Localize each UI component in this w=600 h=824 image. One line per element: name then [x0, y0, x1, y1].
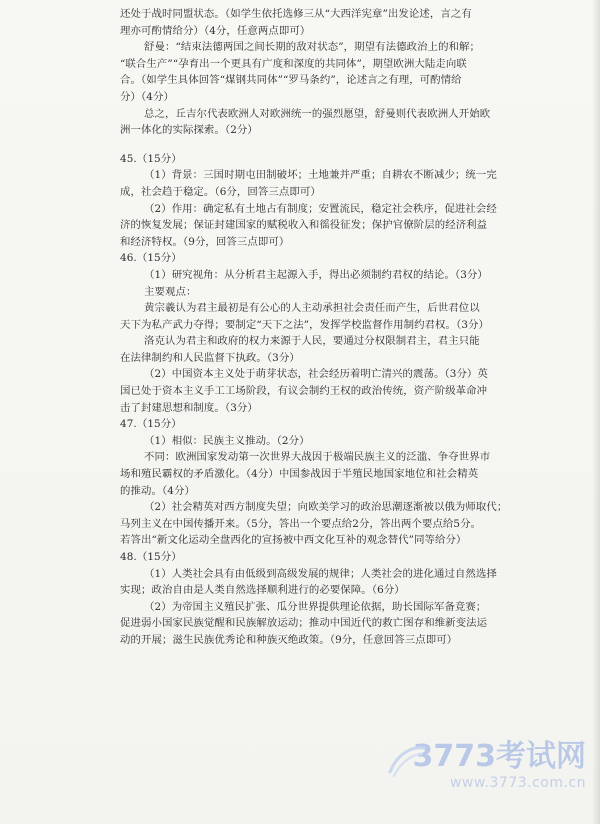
- text-line: （1）研究视角：从分析君主起源入手，得出必须制约君权的结论。（3分）: [144, 268, 488, 281]
- text-line: 不同：欧洲国家发动第一次世界大战因于极端民族主义的泛滥、争夺世界市: [144, 451, 491, 464]
- text-line: 洲一体化的实际探索。（2分）: [120, 124, 258, 137]
- text-line: 还处于战时同盟状态。（如学生依托选修三从“大西洋宪章”出发论述，言之有: [120, 8, 472, 20]
- text-line: 46.（15分）: [120, 252, 182, 265]
- text-line: 和经济特权。（9分，回答三点即可）: [120, 235, 290, 248]
- text-line: 济的恢复发展；保证封建国家的赋税收入和徭役征发；保护官僚阶层的经济利益: [120, 219, 488, 232]
- text-line: （1）相似：民族主义推动。（2分）: [144, 434, 310, 447]
- text-line: 合。（如学生具体回答“煤钢共同体”“罗马条约”，论述言之有理，可酌情给: [120, 74, 462, 87]
- answer-document: [120, 6, 560, 649]
- scan-shadow-edge: [592, 0, 600, 824]
- text-line: （1）背景：三国时期屯田制破坏；土地兼并严重；自耕农不断减少；统一完: [144, 169, 497, 182]
- text-line: 实现；政治自由是人类自然选择顺利进行的必要保障。（6分）: [120, 584, 405, 597]
- text-line: “联合生产”“孕育出一个更具有广度和深度的共同体”，期望欧洲大陆走向联: [120, 57, 467, 70]
- text-line: 击了封建思想和制度。（3分）: [120, 401, 258, 414]
- text-line: 动的开展；滋生民族优秀论和种族灭绝政策。（9分，任意回答三点即可）: [120, 633, 458, 646]
- site-watermark: [386, 740, 586, 810]
- text-line: 马列主义在中国传播开来。（5分，答出一个要点给2分，答出两个要点给5分。: [120, 517, 482, 530]
- text-line: 黄宗羲认为君主最初是有公心的人主动承担社会责任而产生，后世君位以: [144, 302, 480, 315]
- text-line: 国已处于资本主义手工工场阶段，有议会制约王权的政治传统，资产阶级革命冲: [120, 385, 488, 398]
- watermark-title: 3773考试网: [412, 739, 586, 774]
- watermark-swoosh-icon: [386, 742, 426, 778]
- text-line: 48.（15分）: [120, 551, 182, 563]
- paragraph-gap: [120, 139, 560, 151]
- text-line: 促进弱小国家民族觉醒和民族解放运动；推动中国近代的救亡图存和维新变法运: [120, 617, 488, 630]
- text-line: 舒曼：“结束法德两国之间长期的敌对状态”，期望有法德政治上的和解；: [144, 41, 481, 54]
- text-line: 45.（15分）: [120, 152, 182, 165]
- text-line: （2）社会精英对西方制度失望；向欧美学习的政治思潮逐渐被以俄为师取代；: [144, 501, 508, 514]
- text-line: 天下为私产武力夺得；要制定“天下之法”，发挥学校监督作用制约君权。（3分）: [120, 318, 490, 331]
- text-line: （1）人类社会具有由低级到高级发展的规律；人类社会的进化通过自然选择: [144, 567, 497, 580]
- text-line: 成，社会趋于稳定。（6分，回答三点即可）: [120, 185, 321, 198]
- text-line: （2）中国资本主义处于萌芽状态，社会经历着明亡清兴的震荡。（3分）英: [144, 368, 488, 381]
- text-line: 洛克认为君主和政府的权力来源于人民，要通过分权限制君主，君主只能: [144, 335, 480, 348]
- text-line: 在法律制约和人民监督下执政。（3分）: [120, 351, 300, 364]
- text-line: 分）（4分）: [120, 90, 174, 103]
- watermark-url: www.3773.com.cn: [449, 775, 586, 791]
- text-line: 47.（15分）: [120, 418, 182, 431]
- text-line: 主要观点：: [144, 285, 197, 298]
- text-line: 若答出“新文化运动全盘西化的宣扬被中西文化互补的观念替代”同等给分）: [120, 534, 467, 547]
- text-line: （2）作用：确定私有土地占有制度；安置流民，稳定社会秩序，促进社会经: [144, 202, 497, 215]
- text-line: 总之，丘吉尔代表欧洲人对欧洲统一的强烈愿望，舒曼则代表欧洲人开始欧: [144, 107, 491, 120]
- text-line: 理亦可酌情给分）（4分，任意两点即可）: [120, 24, 311, 37]
- text-line: 场和殖民霸权的矛盾激化。（4分）中国参战因于半殖民地国家地位和社会精英: [120, 468, 479, 481]
- text-line: 的推动。（4分）: [120, 484, 195, 497]
- text-line: （2）为帝国主义殖民扩张、瓜分世界提供理论依据，助长国际军备竞赛；: [144, 600, 487, 613]
